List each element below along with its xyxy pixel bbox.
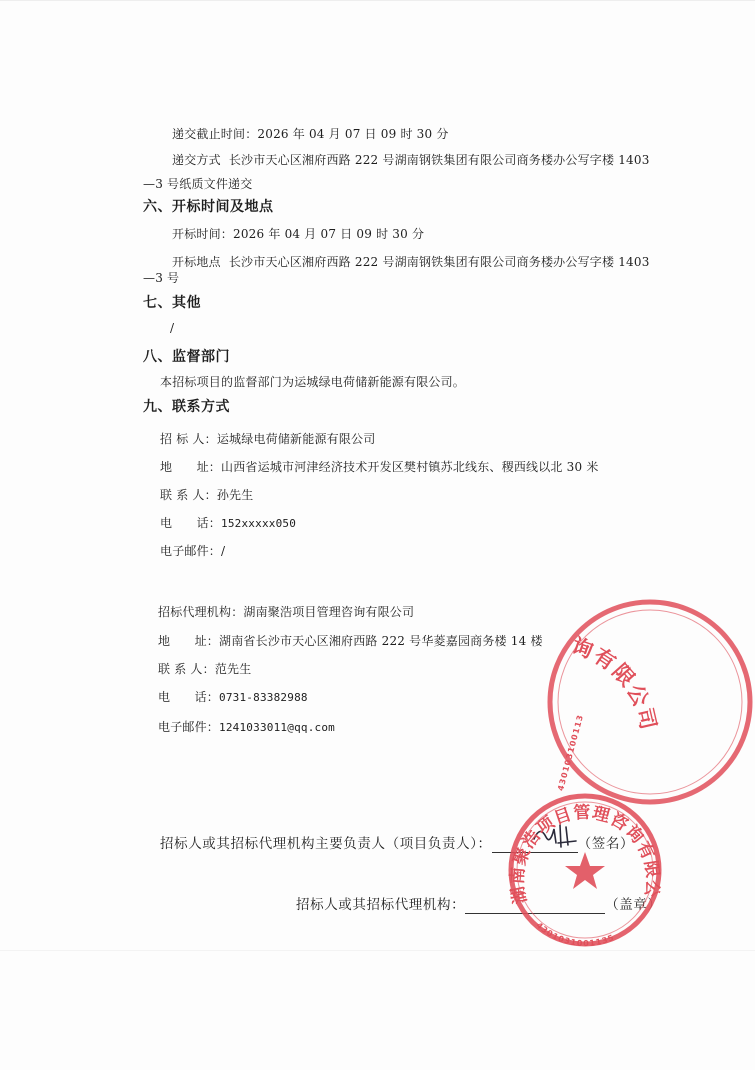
agency-contact [158,661,251,677]
tenderer-email [160,543,225,559]
section-7-title: 七、其他 [143,295,201,311]
leader-signature-label: 招标人或其招标代理机构主要负责人（项目负责人）： [160,836,492,852]
upper-seal-number: 430103100113 [556,713,586,792]
tenderer-name-label: 招 标 人： [160,432,217,446]
tenderer-email-label: 电子邮件： [160,544,222,558]
tenderer-name [160,431,375,447]
section-8-title: 八、监督部门 [143,349,230,365]
upper-seal-arc-text: 询有限公司 [568,633,661,734]
lower-seal-arc-text: 湖南聚浩项目管理咨询有限公司 [496,775,663,906]
scan-edge [0,0,755,1]
agency-email-value: 1241033011@qq.com [219,721,335,734]
opening-place-value: 长沙市天心区湘府西路 222 号湖南钢铁集团有限公司商务楼办公写字楼 1403 [228,255,650,269]
tenderer-contact-label: 联 系 人： [160,488,217,502]
agency-phone [158,689,308,706]
agency-name-label: 招标代理机构： [158,605,244,619]
tenderer-phone-value: 152xxxxx050 [221,517,297,530]
org-seal-label: 招标人或其招标代理机构： [296,897,466,913]
agency-address-label: 地 址： [158,634,220,648]
section-8-content: 本招标项目的监督部门为运城绿电荷储新能源有限公司。 [160,375,466,389]
tenderer-phone [160,515,296,532]
opening-time-value: 2026 年 04 月 07 日 09 时 30 分 [233,227,425,241]
section-9-title: 九、联系方式 [143,399,230,415]
opening-place-label: 开标地点 [172,255,221,269]
opening-time [172,226,424,242]
agency-address [158,633,543,649]
tenderer-phone-label: 电 话： [160,516,222,530]
leader-signature-suffix: （签名） [577,836,635,852]
upper-company-seal [540,612,755,792]
submission-method-cont: —3 号纸质文件递交 [143,177,253,191]
tenderer-address-label: 地 址： [160,460,222,474]
section-6-title: 六、开标时间及地点 [143,199,274,215]
agency-contact-value: 范先生 [214,662,252,676]
submission-method [172,152,650,168]
agency-phone-value: 0731-83382988 [219,691,308,704]
tenderer-contact [160,487,253,503]
tenderer-address [160,459,599,475]
agency-name-value: 湖南聚浩项目管理咨询有限公司 [243,605,415,619]
submission-deadline-label: 递交截止时间： [172,127,258,141]
tenderer-name-value: 运城绿电荷储新能源有限公司 [216,432,376,446]
agency-email-label: 电子邮件： [158,720,220,734]
tenderer-contact-value: 孙先生 [216,488,254,502]
agency-phone-label: 电 话： [158,690,220,704]
svg-text:4301031001135 [534,921,616,948]
section-7-content: / [170,321,175,335]
agency-address-value: 湖南省长沙市天心区湘府西路 222 号华菱嘉园商务楼 14 楼 [219,634,543,648]
submission-method-label: 递交方式 [172,153,221,167]
lower-seal-number: 4301031001135 [534,920,616,949]
agency-name [158,604,414,620]
opening-place [172,254,650,270]
opening-place-cont: —3 号 [143,271,180,285]
opening-time-label: 开标时间： [172,227,234,241]
lower-company-seal [496,775,665,950]
submission-deadline-value: 2026 年 04 月 07 日 09 时 30 分 [257,127,449,141]
tenderer-email-value: / [221,544,226,558]
agency-contact-label: 联 系 人： [158,662,215,676]
agency-email [158,719,335,736]
tenderer-address-value: 山西省运城市河津经济技术开发区樊村镇苏北线东、稷西线以北 30 米 [221,460,599,474]
org-seal-suffix: （盖章） [605,897,662,913]
submission-method-value: 长沙市天心区湘府西路 222 号湖南钢铁集团有限公司商务楼办公写字楼 1403 [228,153,650,167]
submission-deadline [172,126,449,142]
scan-fold-line [0,950,755,951]
seal-star-icon [565,852,605,889]
